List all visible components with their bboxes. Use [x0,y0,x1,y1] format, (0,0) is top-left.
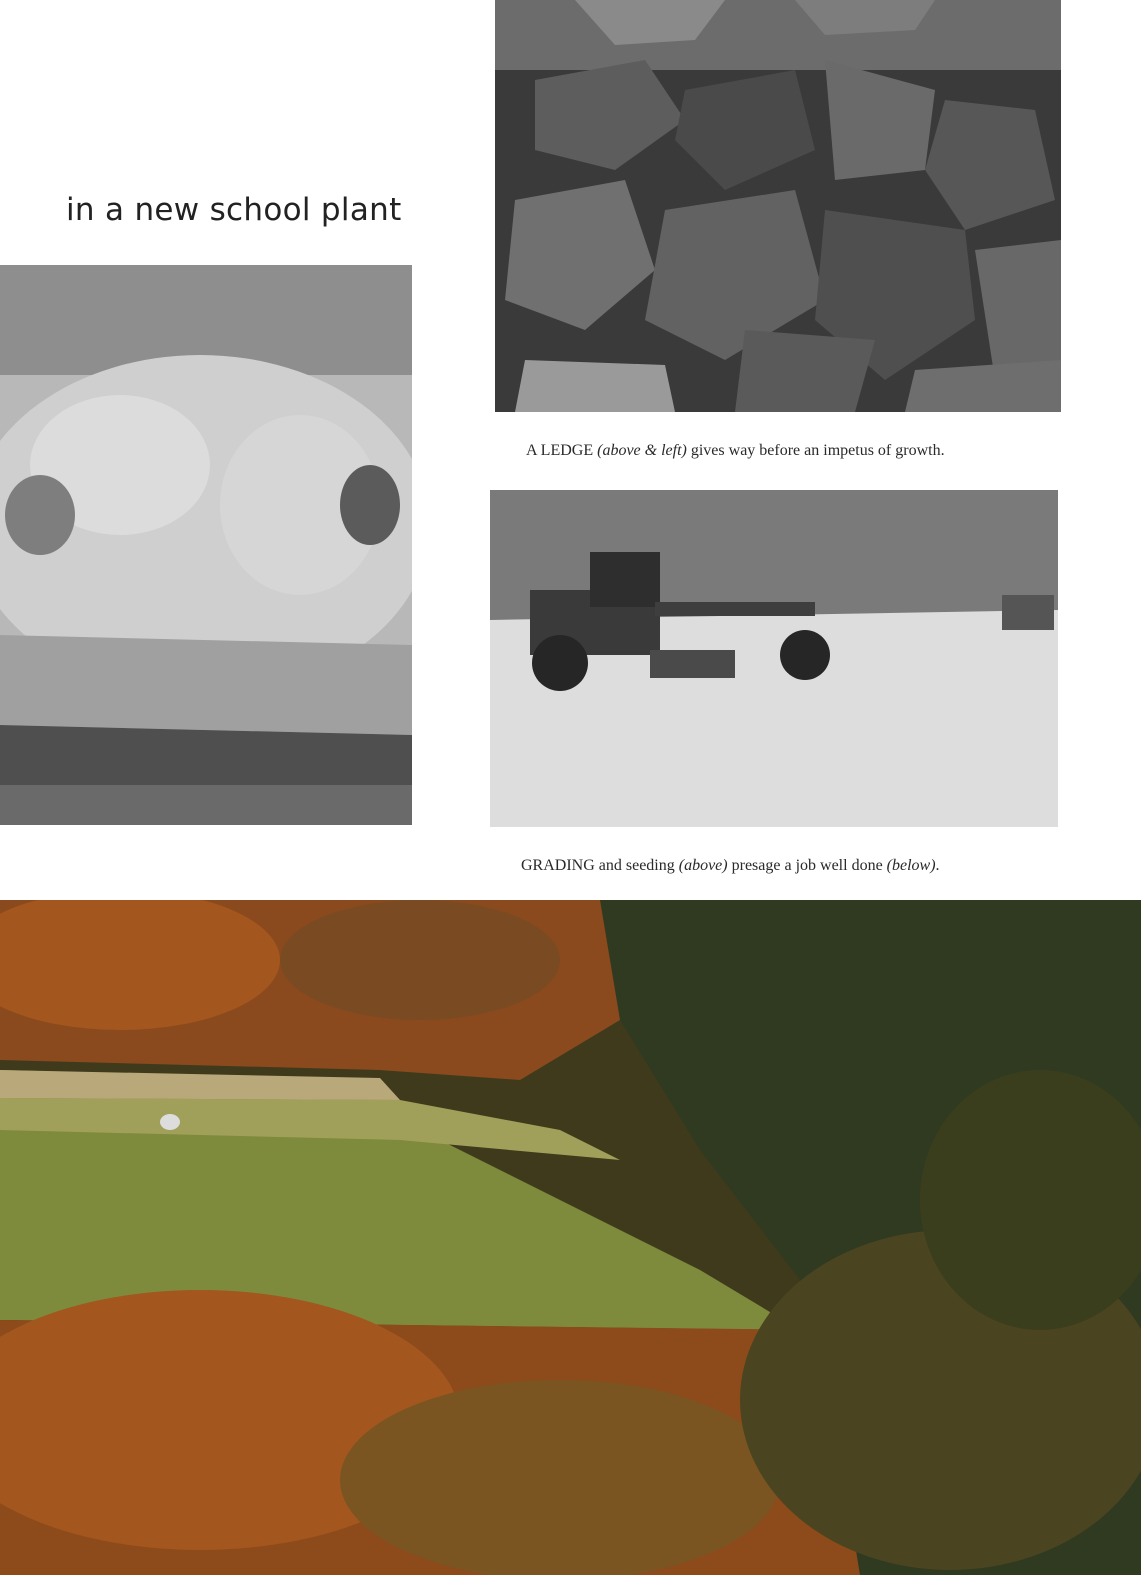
ledge-caption-rest: gives way before an impetus of growth. [690,442,945,459]
ledge-caption [526,442,945,460]
grading-caption-ref-below: (below) [886,857,936,874]
grading-caption-end: . [935,857,940,874]
grading-caption-ref-above: (above) [678,857,728,874]
ledge-caption-ref: (above & left) [597,442,687,459]
autumn-hillside-photo [0,900,1141,1575]
grading-caption-lead: GRADING and seeding [521,857,675,874]
ledge-caption-lead: A LEDGE [526,442,594,459]
grading-caption-middle: presage a job well done [731,857,883,874]
ledge-blast-photo [0,265,412,825]
road-grader-photo [490,490,1058,827]
grading-caption [521,857,940,875]
ledge-rocks-photo [495,0,1061,412]
page-heading: in a new school plant [66,192,402,228]
